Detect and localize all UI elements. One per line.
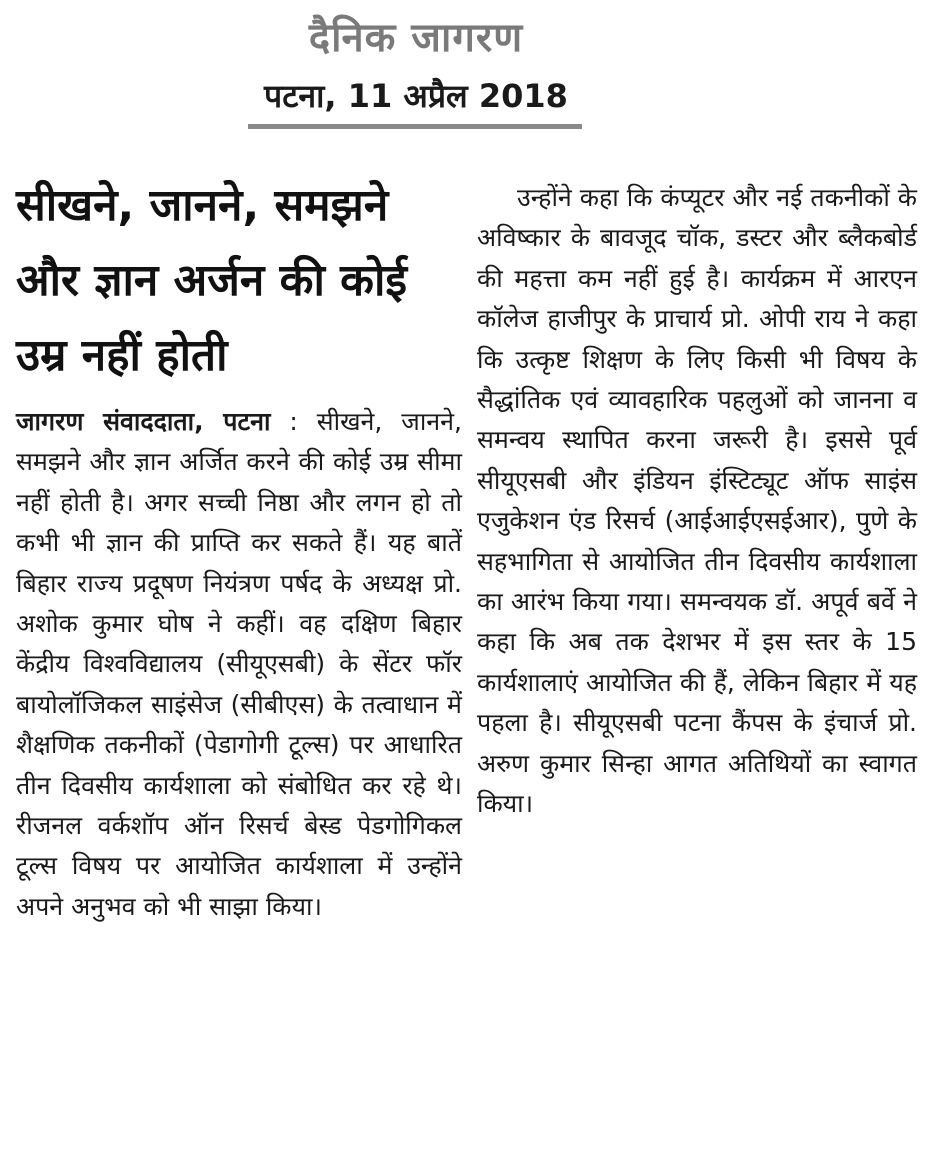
masthead: [0, 14, 832, 116]
masthead-divider: [248, 124, 582, 129]
article-paragraph-right: [477, 178, 917, 825]
article-body-left: : सीखने, जानने, समझने और ज्ञान अर्जित करने की कोई उम्र सीमा नहीं होती है। अगर सच्ची निष्ठा और लगन हो तो कभी भी ज्ञान की प्राप्ति कर सकते हैं। यह बातें बिहार राज्य प्रदूषण नियंत्रण पर्षद के अध्यक्ष प्रो. अशोक कुमार घोष ने कहीं। वह दक्षिण बिहार केंद्रीय विश्वविद्यालय (सीयूएसबी) के सेंटर फॉर बायोलॉजिकल साइंसेज (सीबीएस) के तत्वाधान में शैक्षणिक तकनीकों (पेडागोगी टूल्स) पर आधारित तीन दिवसीय कार्यशाला को संबोधित कर रहे थे। रीजनल वर्कशॉप ऑन रिसर्च बेस्ड पेडगोगिकल टूल्स विषय पर आयोजित कार्यशाला में उन्होंने अपने अनुभव को भी साझा किया।: [16, 407, 462, 921]
article-headline: सीखने, जानने, समझने और ज्ञान अर्जन की कोई उम्र नहीं होती: [16, 180, 407, 381]
article-paragraph-left: [16, 402, 462, 927]
newspaper-name: दैनिक जागरण: [308, 15, 524, 61]
edition-date: पटना, 11 अप्रैल 2018: [264, 77, 568, 115]
article-column-left: [16, 402, 462, 927]
article-column-right: [477, 178, 917, 825]
article-body-right: उन्होंने कहा कि कंप्यूटर और नई तकनीकों के अविष्कार के बावजूद चॉक, डस्टर और ब्लैकबोर्ड की महत्ता कम नहीं हुई है। कार्यक्रम में आरएन कॉलेज हाजीपुर के प्राचार्य प्रो. ओपी राय ने कहा कि उत्कृष्ट शिक्षण के लिए किसी भी विषय के सैद्धांतिक एवं व्यावहारिक पहलुओं को जानना व समन्वय स्थापित करना जरूरी है। इससे पूर्व सीयूएसबी और इंडियन इंस्टिट्यूट ऑफ साइंस एजुकेशन एंड रिसर्च (आईआईएसईआर), पुणे के सहभागिता से आयोजित तीन दिवसीय कार्यशाला का आरंभ किया गया। समन्वयक डॉ. अपूर्व बर्वे ने कहा कि अब तक देशभर में इस स्तर के 15 कार्यशालाएं आयोजित की हैं, लेकिन बिहार में यह पहला है। सीयूएसबी पटना कैंपस के इंचार्ज प्रो. अरुण कुमार सिन्हा आगत अतिथियों का स्वागत किया।: [477, 183, 917, 819]
article-dateline: जागरण संवाददाता, पटना: [16, 407, 271, 436]
